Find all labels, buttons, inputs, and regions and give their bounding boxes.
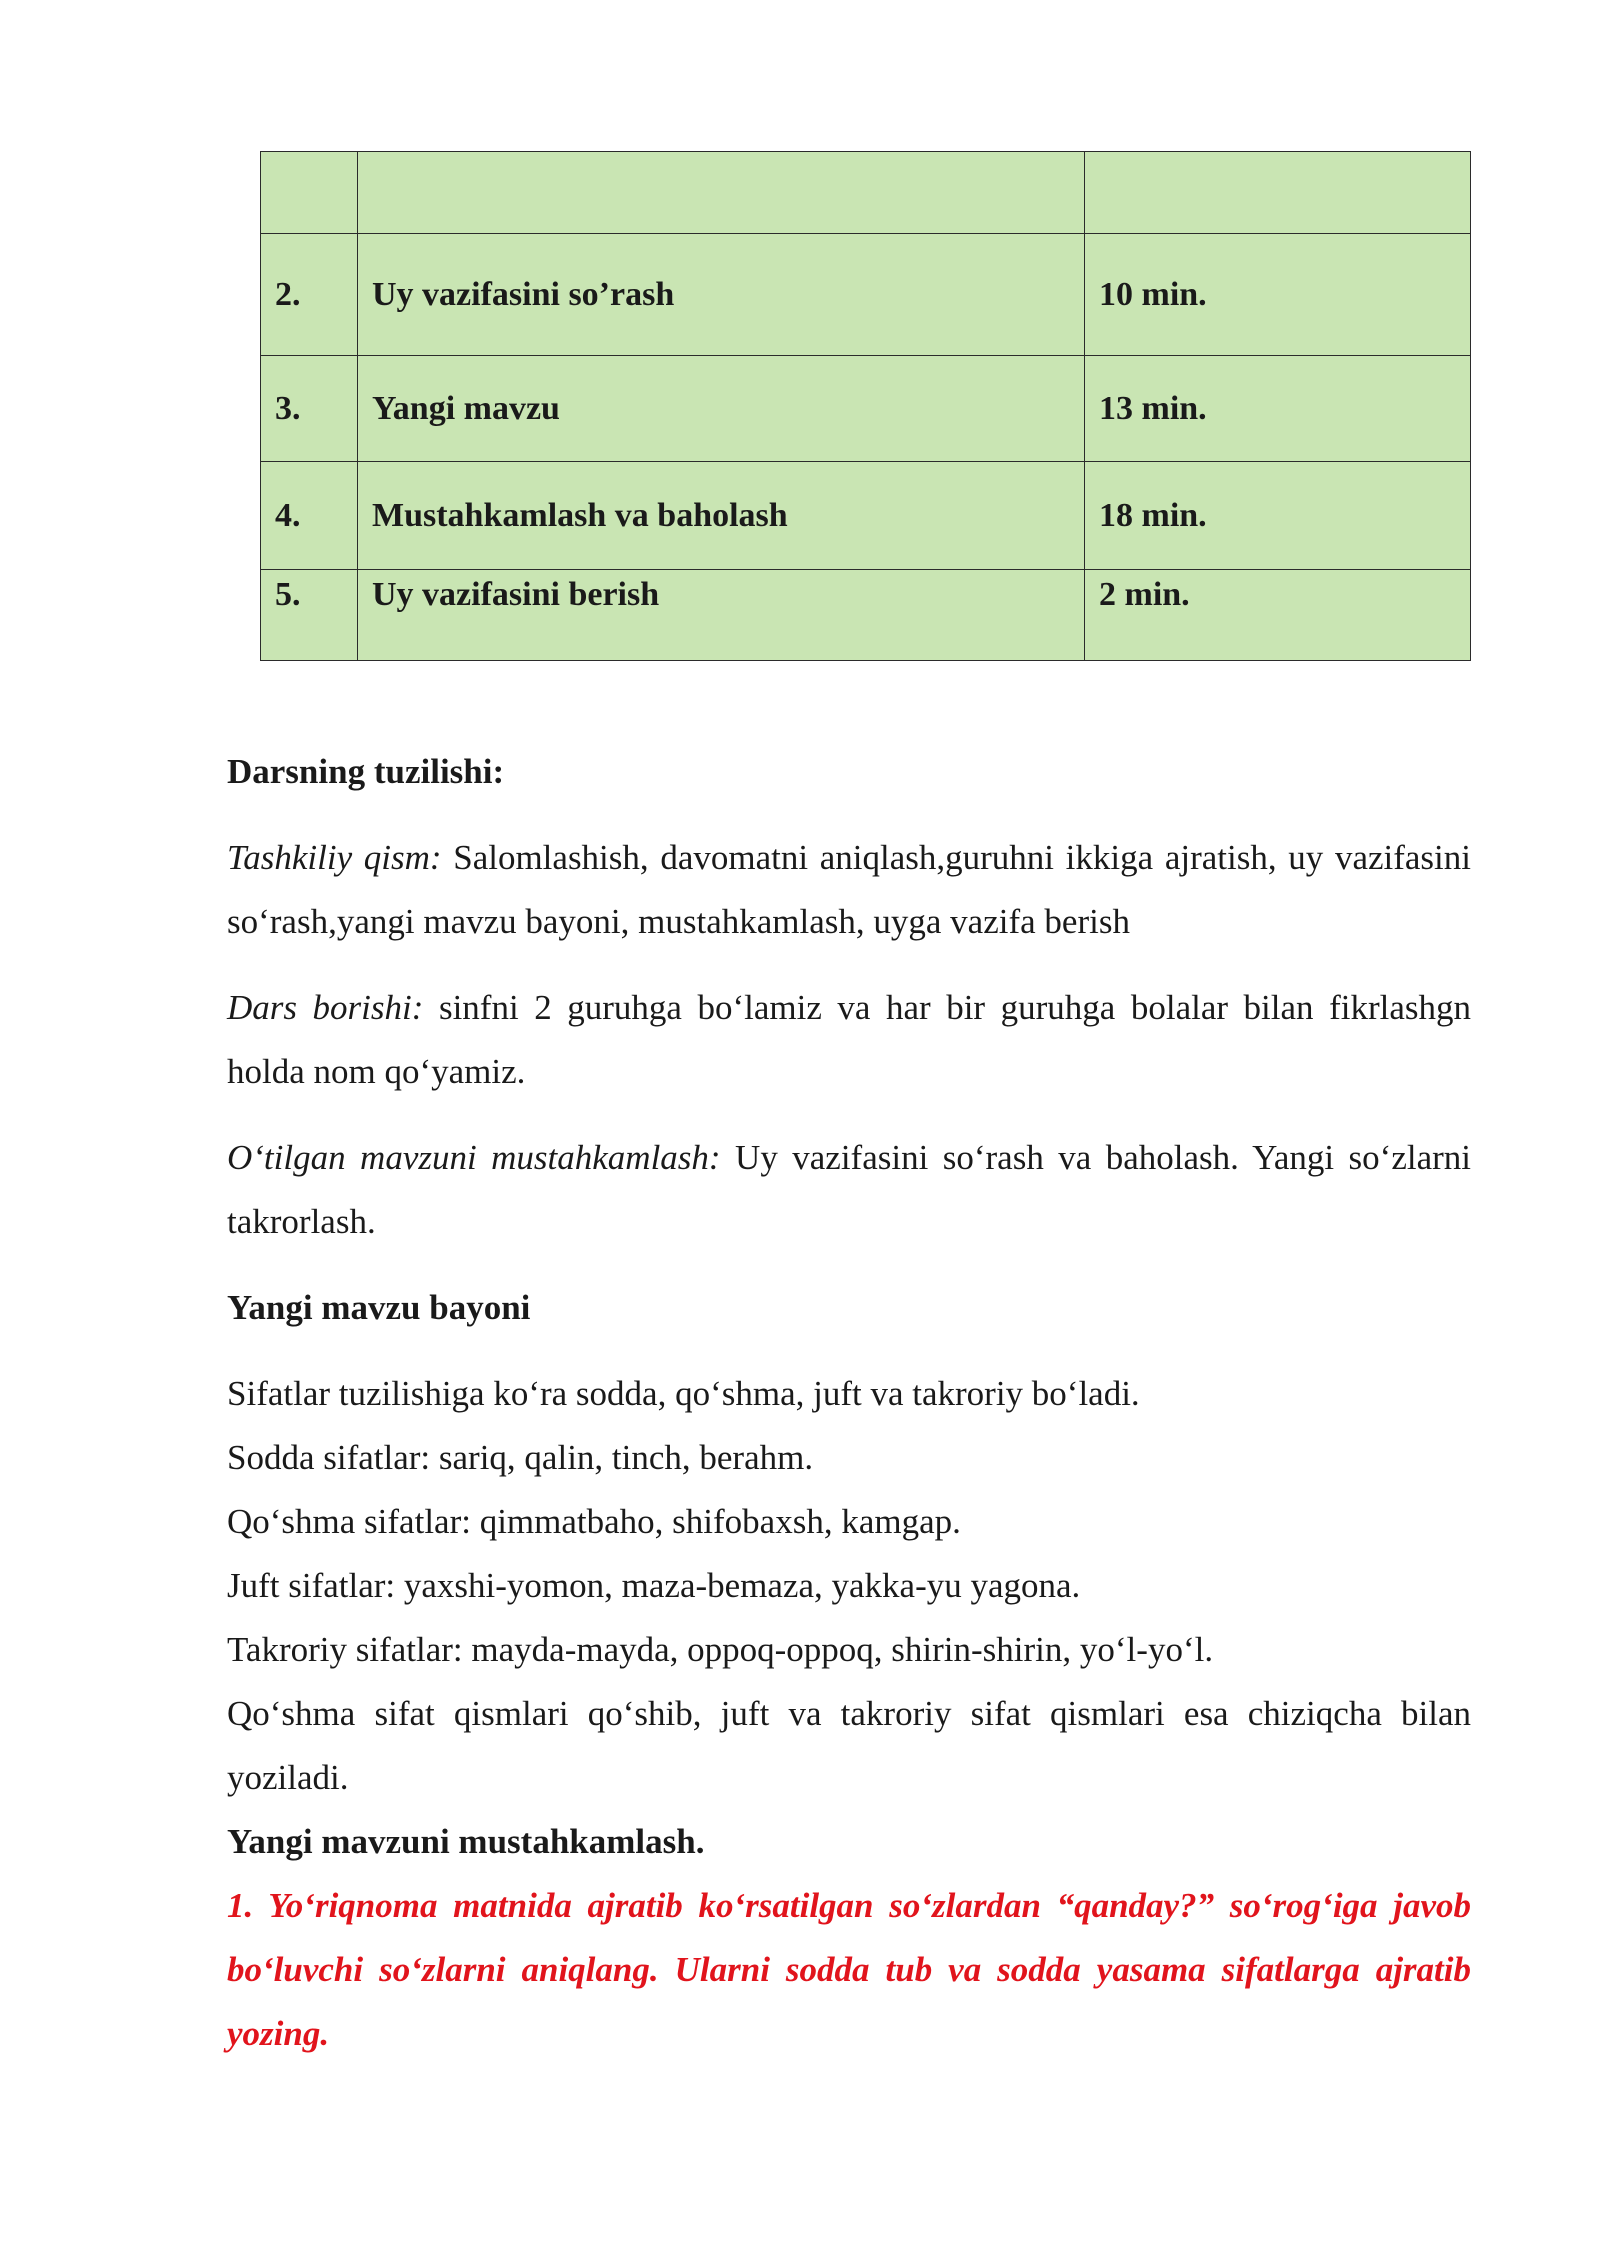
row-activity: Mustahkamlash va baholash [358,462,1085,570]
row-number [261,152,358,234]
row-activity [358,152,1085,234]
progress-paragraph [227,976,1471,1104]
table-row [261,356,1471,462]
progress-label: Dars borishi: [227,988,424,1027]
review-text: Uy vazifasini so‘rash va baholash. Yangi so‘zlarni takrorlash. [227,1138,1471,1241]
row-activity: Yangi mavzu [358,356,1085,462]
row-number: 2. [261,234,358,356]
review-paragraph [227,1126,1471,1254]
reinforcement-task: 1. Yo‘riqnoma matnida ajratib ko‘rsatilgan so‘zlardan “qanday?” so‘rog‘iga javob bo‘luvchi so‘zlarni aniqlang. Ularni sodda tub va sodda yasama sifatlarga ajratib yozing. [227,1886,1471,2053]
row-number: 4. [261,462,358,570]
table-row [261,234,1471,356]
topic-line: Takroriy sifatlar: mayda-mayda, oppoq-oppoq, shirin-shirin, yo‘l-yo‘l. [227,1630,1214,1669]
topic-line: Sodda sifatlar: sariq, qalin, tinch, berahm. [227,1438,814,1477]
topic-line: Qo‘shma sifatlar: qimmatbaho, shifobaxsh, kamgap. [227,1502,961,1541]
table-row [261,570,1471,661]
document-body [227,740,1471,2066]
lesson-plan-table [260,151,1471,661]
topic-line: Juft sifatlar: yaxshi-yomon, maza-bemaza, yakka-yu yagona. [227,1566,1081,1605]
org-paragraph [227,826,1471,954]
topic-line: Qo‘shma sifat qismlari qo‘shib, juft va takroriy sifat qismlari esa chiziqcha bilan yoziladi. [227,1694,1471,1797]
org-text: Salomlashish, davomatni aniqlash,guruhni ikkiga ajratish, uy vazifasini so‘rash,yangi mavzu bayoni, mustahkamlash, uyga vazifa berish [227,838,1471,941]
reinforcement-heading: Yangi mavzuni mustahkamlash. [227,1822,705,1861]
org-label: Tashkiliy qism: [227,838,442,877]
table-row [261,152,1471,234]
table-row [261,462,1471,570]
row-activity: Uy vazifasini berish [358,570,1085,661]
row-time: 10 min. [1085,234,1471,356]
review-label: O‘tilgan mavzuni mustahkamlash: [227,1138,721,1177]
row-time [1085,152,1471,234]
row-time: 13 min. [1085,356,1471,462]
new-topic-heading: Yangi mavzu bayoni [227,1288,531,1327]
row-number: 5. [261,570,358,661]
row-activity: Uy vazifasini so’rash [358,234,1085,356]
structure-heading: Darsning tuzilishi: [227,752,505,791]
row-number: 3. [261,356,358,462]
row-time: 18 min. [1085,462,1471,570]
topic-line: Sifatlar tuzilishiga ko‘ra sodda, qo‘shma, juft va takroriy bo‘ladi. [227,1374,1140,1413]
row-time: 2 min. [1085,570,1471,661]
progress-text: sinfni 2 guruhga bo‘lamiz va har bir guruhga bolalar bilan fikrlashgn holda nom qo‘yamiz. [227,988,1471,1091]
